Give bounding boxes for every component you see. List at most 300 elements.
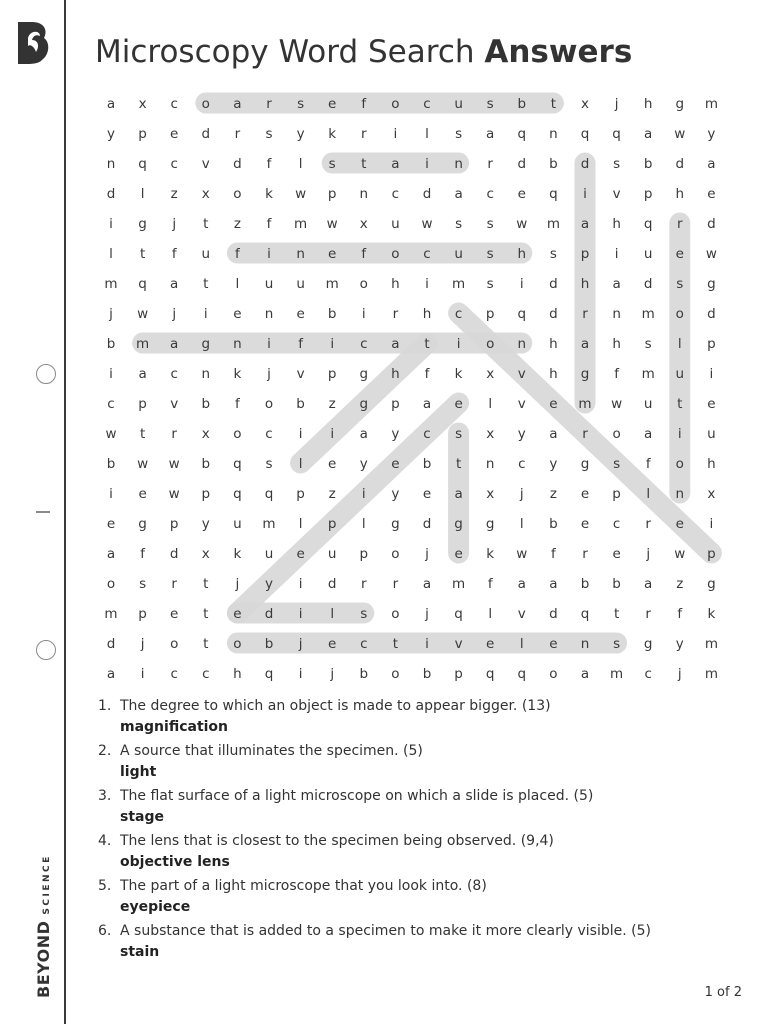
grid-letter: b — [359, 666, 369, 682]
clue-answer: stage — [120, 809, 164, 825]
grid-letter: a — [106, 546, 116, 562]
grid-letter: k — [707, 606, 716, 622]
grid-letter: f — [235, 396, 240, 412]
grid-letter: p — [391, 396, 400, 412]
grid-letter: e — [233, 306, 242, 322]
grid-letter: m — [325, 276, 339, 292]
grid-letter: v — [517, 366, 526, 382]
grid-letter: a — [422, 396, 432, 412]
grid-letter: t — [361, 156, 367, 172]
grid-letter: x — [359, 216, 368, 232]
grid-letter: t — [455, 456, 462, 472]
grid-letter: e — [675, 516, 684, 532]
grid-letter: s — [486, 246, 494, 262]
grid-letter: m — [136, 336, 150, 352]
grid-letter: s — [644, 336, 652, 352]
grid-letter: f — [266, 156, 272, 172]
grid-letter: w — [421, 216, 433, 232]
grid-letter: u — [264, 276, 274, 292]
grid-letter: p — [359, 546, 369, 562]
grid-letter: v — [170, 396, 179, 412]
grid-letter: k — [486, 546, 495, 562]
grid-letter: x — [486, 486, 495, 502]
grid-letter: l — [646, 486, 651, 502]
clue-number: 6. — [98, 923, 112, 939]
grid-letter: n — [359, 186, 369, 202]
grid-letter: r — [266, 96, 272, 112]
grid-letter: l — [298, 456, 303, 472]
grid-letter: e — [233, 606, 242, 622]
grid-letter: q — [612, 126, 621, 142]
grid-letter: j — [646, 546, 651, 562]
grid-letter: b — [643, 156, 653, 172]
grid-letter: r — [645, 606, 651, 622]
grid-letter: d — [327, 576, 337, 592]
grid-letter: h — [612, 216, 621, 232]
grid-letter: m — [294, 216, 308, 232]
grid-letter: n — [264, 306, 274, 322]
grid-letter: g — [707, 276, 716, 292]
grid-letter: k — [454, 366, 463, 382]
grid-letter: p — [707, 336, 716, 352]
grid-letter: g — [580, 366, 590, 382]
grid-letter: q — [264, 666, 274, 682]
grid-letter: m — [262, 516, 276, 532]
grid-letter: a — [644, 426, 653, 442]
grid-letter: o — [391, 606, 400, 622]
grid-letter: n — [454, 156, 463, 172]
grid-letter: h — [233, 666, 242, 682]
grid-letter: e — [707, 186, 716, 202]
grid-letter: b — [549, 516, 558, 532]
grid-letter: w — [674, 126, 686, 142]
grid-letter: a — [106, 666, 116, 682]
grid-letter: j — [109, 306, 113, 322]
grid-letter: r — [582, 426, 588, 442]
grid-letter: p — [327, 516, 337, 532]
grid-letter: s — [486, 276, 494, 292]
grid-letter: g — [580, 456, 590, 472]
grid-letter: o — [391, 246, 400, 262]
grid-letter: j — [140, 636, 145, 652]
grid-letter: g — [359, 396, 369, 412]
grid-letter: w — [105, 426, 117, 442]
grid-letter: q — [233, 456, 242, 472]
grid-letter: a — [612, 276, 621, 292]
grid-letter: f — [361, 246, 367, 262]
grid-letter: m — [610, 666, 624, 682]
grid-letter: w — [137, 306, 149, 322]
grid-letter: x — [486, 426, 495, 442]
grid-letter: c — [486, 186, 494, 202]
grid-letter: c — [423, 96, 431, 112]
grid-letter: n — [517, 336, 527, 352]
grid-letter: r — [582, 306, 588, 322]
grid-letter: r — [171, 426, 177, 442]
grid-letter: t — [203, 216, 209, 232]
grid-letter: h — [549, 336, 558, 352]
grid-letter: k — [233, 546, 242, 562]
grid-letter: x — [138, 96, 147, 112]
grid-letter: g — [707, 576, 716, 592]
grid-letter: l — [488, 396, 493, 412]
grid-letter: v — [201, 156, 210, 172]
grid-letter: m — [641, 306, 655, 322]
grid-letter: f — [171, 246, 177, 262]
grid-letter: b — [422, 456, 432, 472]
grid-letter: i — [298, 576, 303, 592]
grid-letter: b — [517, 96, 527, 112]
grid-letter: g — [359, 366, 369, 382]
grid-letter: a — [359, 426, 368, 442]
grid-letter: o — [391, 546, 400, 562]
grid-letter: d — [233, 156, 242, 172]
grid-letter: u — [201, 246, 211, 262]
grid-letter: n — [580, 636, 590, 652]
clue-answer: eyepiece — [120, 899, 191, 915]
grid-letter: e — [328, 456, 337, 472]
grid-letter: w — [674, 546, 686, 562]
grid-letter: m — [546, 216, 560, 232]
grid-letter: s — [613, 636, 621, 652]
grid-letter: y — [517, 426, 526, 442]
grid-letter: i — [361, 306, 366, 322]
grid-letter: i — [140, 666, 145, 682]
clue-answer: stain — [120, 944, 160, 960]
grid-letter: d — [169, 546, 179, 562]
grid-letter: k — [328, 126, 337, 142]
grid-letter: o — [549, 666, 558, 682]
grid-letter: y — [201, 516, 210, 532]
grid-letter: w — [516, 216, 528, 232]
grid-letter: g — [643, 636, 653, 652]
grid-letter: c — [423, 246, 431, 262]
grid-letter: a — [549, 426, 558, 442]
grid-letter: i — [203, 306, 208, 322]
grid-letter: e — [328, 246, 337, 262]
grid-letter: s — [549, 246, 557, 262]
grid-letter: x — [581, 96, 589, 112]
grid-letter: d — [422, 516, 432, 532]
grid-letter: o — [233, 426, 242, 442]
grid-letter: q — [264, 486, 274, 502]
grid-letter: p — [296, 486, 305, 502]
grid-letter: c — [170, 666, 178, 682]
grid-letter: f — [487, 576, 493, 592]
grid-letter: a — [170, 276, 179, 292]
grid-letter: b — [201, 456, 211, 472]
clue-number: 2. — [98, 743, 112, 759]
grid-letter: p — [485, 306, 495, 322]
grid-letter: l — [519, 636, 524, 652]
grid-letter: i — [361, 486, 366, 502]
grid-letter: n — [485, 456, 495, 472]
grid-letter: l — [677, 336, 682, 352]
grid-letter: t — [203, 576, 209, 592]
grid-letter: u — [327, 546, 337, 562]
grid-letter: z — [328, 396, 336, 412]
grid-letter: i — [425, 636, 429, 652]
grid-letter: g — [391, 516, 400, 532]
title-main: Microscopy Word Search — [95, 34, 475, 70]
grid-letter: i — [330, 426, 335, 442]
brand-name: BEYOND — [34, 920, 53, 998]
grid-letter: z — [328, 486, 336, 502]
grid-letter: q — [454, 606, 463, 622]
grid-letter: b — [580, 576, 590, 592]
grid-letter: j — [172, 216, 177, 232]
grid-letter: o — [612, 426, 621, 442]
grid-letter: q — [138, 156, 147, 172]
grid-letter: w — [168, 486, 180, 502]
grid-letter: r — [392, 576, 399, 592]
grid-letter: s — [265, 456, 273, 472]
grid-letter: e — [517, 186, 526, 202]
grid-letter: d — [517, 156, 527, 172]
grid-letter: w — [137, 456, 149, 472]
grid-letter: v — [454, 636, 463, 652]
grid-letter: h — [549, 366, 558, 382]
grid-letter: q — [549, 186, 558, 202]
grid-letter: q — [485, 666, 495, 682]
grid-letter: m — [452, 276, 466, 292]
grid-letter: v — [612, 186, 621, 202]
grid-letter: d — [643, 276, 653, 292]
grid-letter: h — [643, 96, 653, 112]
grid-letter: d — [580, 156, 590, 172]
grid-letter: e — [422, 486, 432, 502]
grid-letter: t — [203, 636, 209, 652]
grid-letter: e — [106, 516, 116, 532]
grid-letter: e — [138, 486, 147, 502]
grid-letter: c — [265, 426, 273, 442]
grid-letter: a — [106, 96, 116, 112]
grid-letter: m — [578, 396, 592, 412]
grid-letter: a — [549, 576, 558, 592]
grid-letter: t — [203, 276, 209, 292]
clue-number: 5. — [98, 878, 112, 894]
grid-letter: l — [298, 516, 303, 532]
grid-letter: r — [645, 516, 651, 532]
grid-letter: d — [106, 186, 116, 202]
grid-letter: e — [580, 486, 590, 502]
grid-letter: j — [425, 606, 429, 622]
grid-letter: y — [296, 126, 305, 142]
grid-letter: i — [330, 336, 335, 352]
grid-letter: y — [707, 126, 716, 142]
grid-letter: t — [550, 96, 557, 112]
brand-sub: SCIENCE — [42, 854, 52, 915]
grid-letter: h — [391, 366, 400, 382]
grid-letter: p — [643, 186, 653, 202]
grid-letter: p — [169, 516, 179, 532]
grid-letter: m — [452, 576, 466, 592]
grid-letter: o — [391, 96, 400, 112]
grid-letter: e — [170, 126, 179, 142]
grid-letter: d — [106, 636, 116, 652]
grid-letter: g — [138, 216, 147, 232]
grid-letter: o — [264, 396, 274, 412]
grid-letter: i — [267, 336, 271, 352]
grid-letter: l — [488, 606, 493, 622]
grid-letter: c — [644, 666, 652, 682]
grid-letter: a — [422, 576, 432, 592]
grid-letter: e — [170, 606, 179, 622]
grid-letter: i — [425, 276, 429, 292]
grid-letter: i — [109, 366, 113, 382]
clue-question: The flat surface of a light microscope on which a slide is placed. (5) — [120, 788, 594, 804]
grid-letter: i — [109, 486, 113, 502]
grid-letter: e — [612, 546, 621, 562]
grid-letter: e — [675, 246, 684, 262]
clue-answer: light — [120, 764, 157, 780]
grid-letter: c — [391, 186, 400, 202]
grid-letter: g — [485, 516, 495, 532]
grid-letter: j — [267, 366, 271, 382]
grid-letter: p — [580, 246, 590, 262]
grid-letter: t — [424, 336, 430, 352]
page-number: 1 of 2 — [704, 985, 742, 1000]
grid-letter: d — [549, 276, 558, 292]
grid-letter: p — [201, 486, 211, 502]
grid-letter: j — [425, 546, 429, 562]
grid-letter: p — [327, 366, 337, 382]
grid-letter: j — [614, 96, 619, 112]
grid-letter: l — [425, 126, 429, 142]
clue-number: 4. — [98, 833, 112, 849]
grid-letter: z — [170, 186, 178, 202]
grid-letter: e — [296, 546, 305, 562]
grid-letter: c — [518, 456, 526, 472]
grid-letter: a — [707, 156, 716, 172]
grid-letter: l — [109, 246, 113, 262]
grid-letter: r — [487, 156, 493, 172]
grid-letter: d — [675, 156, 685, 172]
grid-letter: q — [580, 126, 590, 142]
grid-letter: x — [201, 186, 210, 202]
grid-letter: a — [644, 576, 653, 592]
grid-letter: n — [549, 126, 558, 142]
grid-letter: m — [104, 276, 118, 292]
grid-letter: t — [139, 246, 146, 262]
grid-letter: s — [486, 216, 494, 232]
grid-letter: s — [455, 126, 463, 142]
grid-letter: c — [107, 396, 115, 412]
grid-letter: e — [707, 396, 716, 412]
grid-letter: k — [233, 366, 242, 382]
grid-letter: z — [233, 216, 241, 232]
grid-letter: a — [580, 216, 590, 232]
clue-question: The degree to which an object is made to appear bigger. (13) — [120, 698, 551, 714]
grid-letter: w — [705, 246, 717, 262]
grid-letter: z — [549, 486, 557, 502]
grid-letter: q — [517, 126, 527, 142]
grid-letter: d — [707, 216, 716, 232]
grid-letter: b — [612, 576, 621, 592]
grid-letter: e — [328, 96, 337, 112]
grid-letter: i — [677, 426, 682, 442]
grid-letter: w — [326, 216, 338, 232]
grid-letter: f — [298, 336, 303, 352]
grid-letters — [104, 96, 718, 682]
grid-letter: u — [675, 366, 685, 382]
grid-letter: c — [170, 96, 178, 112]
grid-letter: m — [104, 606, 118, 622]
grid-letter: a — [170, 336, 179, 352]
grid-letter: i — [614, 246, 619, 262]
grid-letter: t — [203, 606, 209, 622]
grid-letter: l — [519, 516, 524, 532]
grid-letter: b — [327, 306, 337, 322]
grid-letter: p — [138, 126, 147, 142]
grid-letter: u — [643, 396, 653, 412]
grid-letter: s — [486, 96, 494, 112]
grid-letter: f — [235, 246, 240, 262]
grid-letter: y — [391, 426, 400, 442]
grid-letter: v — [517, 606, 526, 622]
grid-letter: w — [611, 396, 623, 412]
brand-vertical — [34, 854, 53, 998]
grid-letter: c — [360, 636, 368, 652]
grid-letter: b — [422, 666, 432, 682]
grid-letter: q — [517, 666, 527, 682]
grid-letter: o — [201, 96, 210, 112]
grid-letter: j — [172, 306, 177, 322]
clue-number: 1. — [98, 698, 112, 714]
grid-letter: h — [675, 186, 685, 202]
grid-letter: m — [704, 636, 718, 652]
grid-letter: n — [296, 246, 305, 262]
grid-letter: t — [392, 636, 399, 652]
grid-letter: s — [613, 156, 621, 172]
grid-letter: j — [235, 576, 240, 592]
grid-letter: o — [170, 636, 179, 652]
grid-letter: r — [361, 126, 367, 142]
grid-letter: r — [234, 126, 241, 142]
grid-letter: s — [455, 216, 463, 232]
grid-letter: y — [359, 456, 368, 472]
grid-letter: a — [580, 666, 590, 682]
grid-letter: f — [424, 366, 430, 382]
grid-letter: d — [707, 306, 716, 322]
grid-letter: f — [266, 216, 272, 232]
grid-letter: f — [614, 366, 619, 382]
title-emphasis: Answers — [484, 34, 633, 70]
clue-question: The part of a light microscope that you look into. (8) — [120, 878, 487, 894]
grid-letter: p — [327, 186, 337, 202]
grid-letter: e — [328, 636, 337, 652]
grid-letter: i — [298, 606, 303, 622]
grid-letter: b — [106, 456, 116, 472]
grid-letter: o — [106, 576, 116, 592]
grid-letter: g — [454, 516, 463, 532]
grid-letter: v — [517, 396, 526, 412]
clue-answer: magnification — [120, 719, 229, 735]
grid-letter: b — [296, 396, 305, 412]
grid-letter: t — [677, 396, 683, 412]
grid-letter: p — [707, 546, 716, 562]
grid-letter: v — [296, 366, 305, 382]
grid-letter: d — [201, 126, 211, 142]
clue-question: The lens that is closest to the specimen being observed. (9,4) — [120, 833, 554, 849]
grid-letter: s — [297, 96, 305, 112]
grid-letter: i — [393, 126, 398, 142]
grid-letter: y — [265, 576, 273, 592]
grid-letter: o — [486, 336, 495, 352]
grid-letter: i — [709, 366, 714, 382]
grid-letter: i — [425, 156, 429, 172]
grid-letter: q — [138, 276, 147, 292]
